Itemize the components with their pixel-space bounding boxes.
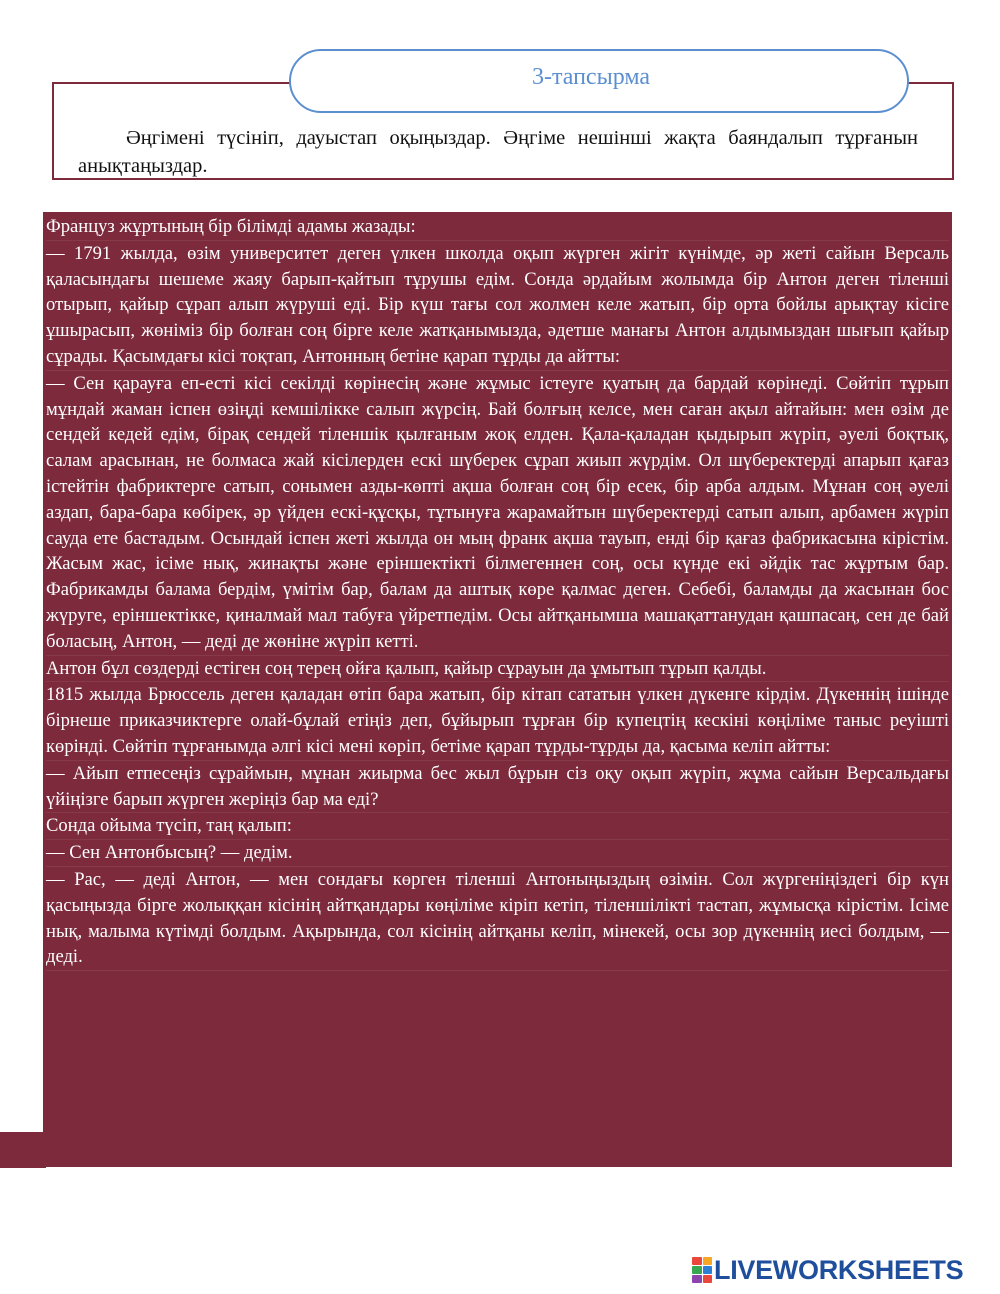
logo-icon — [692, 1257, 712, 1283]
story-text-box — [43, 212, 952, 1167]
task-title: 3-тапсырма — [531, 63, 651, 90]
story-paragraph: — Рас, — деді Антон, — мен сондағы көрген тіленші Антоныңыздың өзімін. Сол жүргеніңіздегі бір күн қасыңызда бірге жолыққан кісінің айтқандары көңіліме кіріп кетіп, тіленшілікті тастап, жұмысқа кірістім. Ісіме нық, малыма күтімді болдым. Ақырында, сол кісінің айтқаны келіп, мінекей, осы зор дүкеннің иесі болдым, — деді. — [46, 867, 949, 971]
decorative-strip — [0, 1132, 46, 1168]
story-paragraph: — Айып етпесеңіз сұраймын, мұнан жиырма бес жыл бұрын сіз оқу оқып жүріп, жұма сайын Версальдағы үйіңізге барып жүрген жеріңіз бар ма еді? — [46, 761, 949, 814]
story-paragraph: — 1791 жылда, өзім университет деген үлкен школда оқып жүрген жігіт күнімде, әр жеті сайын Версаль қаласындағы шешеме жаяу барып-қайтып тұрушы едім. Сонда әрдайым жолымда бір Антон деген тіленші отырып, қайыр сұрап алып жүруші еді. Бір күш тағы сол жолмен келе жатып, бір орта бойлы арықтау кісіге ұшырасып, жөніміз бір болған соң бірге келе жатқанымызда, әдетше манағы Антон алдымыздан шығып қайыр сұрады. Қасымдағы кісі тоқтап, Антонның бетіне қарап тұрды да айтты: — [46, 241, 949, 371]
story-paragraph: — Сен Антонбысың? — дедім. — [46, 840, 949, 867]
story-paragraph: 1815 жылда Брюссель деген қаладан өтіп бара жатып, бір кітап сататын үлкен дүкенге кірдім. Дүкеннің ішінде бірнеше приказчиктерге олай-бұлай етіңіз деп, бұйырып тұрған бір купецтің кескіні көңіліме таныс реуішті көрінді. Сөйтіп тұрғанымда әлгі кісі мені көріп, бетіме қарап тұрды-тұрды да, қасыма келіп айтты: — [46, 682, 949, 760]
logo-text: LIVEWORKSHEETS — [714, 1254, 964, 1285]
liveworksheets-logo — [692, 1254, 963, 1286]
task-title-pill — [289, 49, 909, 113]
story-paragraph: — Сен қарауға еп-есті кісі секілді көрінесің және жұмыс істеуге қуатың да бардай көрінеді. Сөйтіп тұрып мұндай жаман іспен өзіңді кемшілікке салып жүрсің. Бай болғың келсе, мен саған ақыл айтайын: мен өзім де сендей кедей едім, бірақ сендей тіленшік қылғаным жоқ елден. Қала-қаладан қыдырып жүріп, әуелі боқтық, салам арасынан, не болмаса жай кісілерден ескі шүберек сұрап жиып жүрдім. Ол шүберектерді апарып қағаз істейтін фабриктерге сатып, сонымен азды-көпті ақша болған соң бір есек, бір арба алдым. Мұнан соң әуелі аздап, бара-бара көбірек, әр үйден ескі-құсқы, тұтынуға жарамайтын шүберектерді сатып алып, арбамен жүріп сауда ете бастадым. Осындай іспен жеті жылда он мың франк ақша тауып, енді бір қағаз фабрикасына кірістім. Жасым жас, ісіме нық, жинақты және еріншектікті білмегеннен соң, осы күнде екі әйдік тас жұртым бар. Фабрикамды балама бердім, үмітім бар, балам да аштық көре қалмас деген. Себебі, баламды да жасынан бос жүруге, еріншектікке, қиналмай мал табуға үйретпедім. Осы айтқанымша машақаттанудан қашпасаң, сен де бай боласың, Антон, — деді де жөніне жүріп кетті. — [46, 371, 949, 656]
story-paragraph: Антон бұл сөздерді естіген соң терең ойға қалып, қайыр сұрауын да ұмытып тұрып қалды. — [46, 656, 949, 683]
story-paragraph: Француз жұртының бір білімді адамы жазады: — [46, 214, 949, 241]
story-paragraph: Сонда ойыма түсіп, таң қалып: — [46, 813, 949, 840]
task-instruction: Әңгімені түсініп, дауыстап оқыңыздар. Әңгіме нешінші жақта баяндалып тұрғанын анықтаңыздар. — [78, 127, 918, 177]
